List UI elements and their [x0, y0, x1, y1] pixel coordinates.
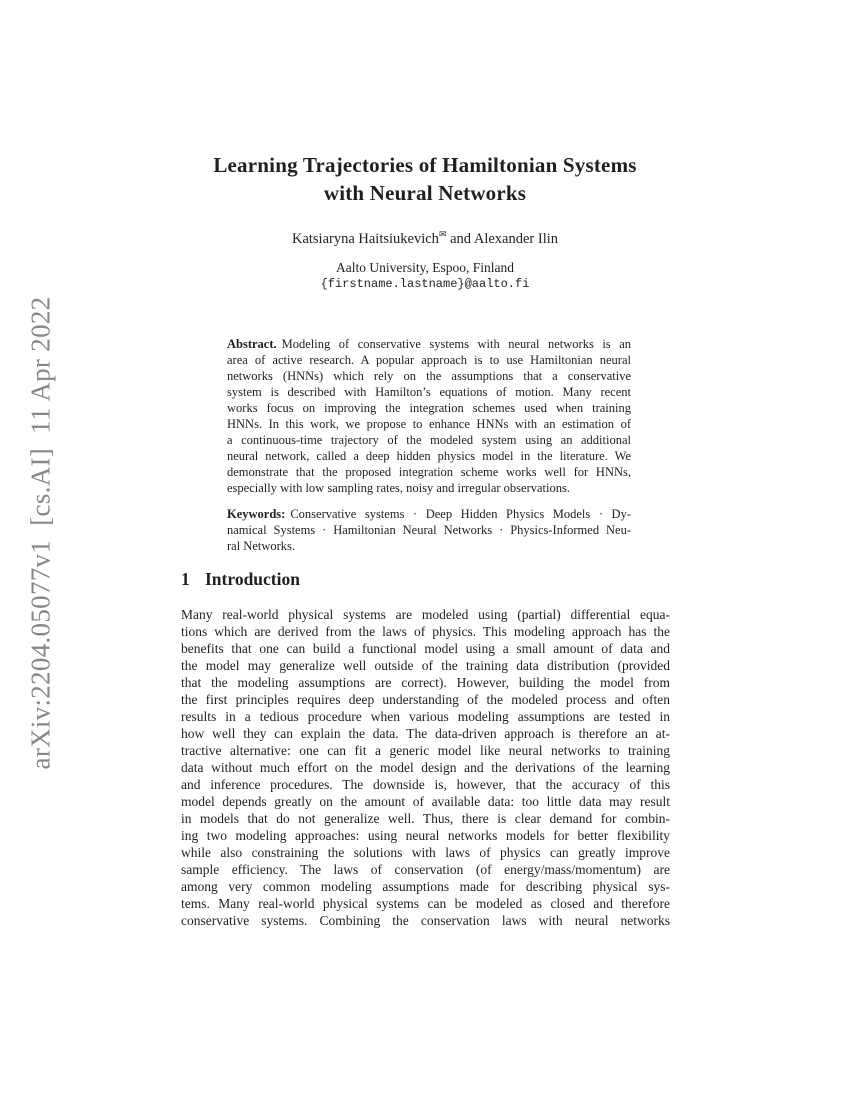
intro-line: how well they can explain the data. The data-driven approach is therefore an at- — [181, 726, 670, 741]
intro-line: tions which are derived from the laws of physics. This modeling approach has the — [181, 624, 670, 639]
paper-title — [0, 151, 850, 207]
intro-line: conservative systems. Combining the conservation laws with neural networks — [181, 913, 670, 928]
intro-line: data without much effort on the model design and the derivations of the learning — [181, 760, 670, 775]
intro-line: in models that do not generalize well. Thus, there is clear demand for combin- — [181, 811, 670, 826]
intro-line: among very common modeling assumptions made for describing physical sys- — [181, 879, 670, 894]
section-heading — [181, 569, 300, 590]
abstract-line: Abstract. Modeling of conservative systems with neural networks is an — [227, 337, 631, 351]
section-title: Introduction — [205, 569, 300, 589]
author-2: and Alexander Ilin — [446, 231, 559, 247]
keywords-line: ral Networks. — [227, 539, 296, 553]
abstract-label: Abstract. — [227, 337, 277, 351]
abstract-line: system is described with Hamilton’s equations of motion. Many recent — [227, 385, 631, 399]
intro-line: model depends greatly on the amount of available data: too little data may result — [181, 794, 670, 809]
keywords-line: Keywords: Conservative systems · Deep Hidden Physics Models · Dy- — [227, 507, 631, 521]
abstract-line: neural network, called a deep hidden physics model in the literature. We — [227, 449, 631, 463]
abstract-line: area of active research. A popular approach is to use Hamiltonian neural — [227, 353, 631, 367]
keywords-line: namical Systems · Hamiltonian Neural Networks · Physics-Informed Neu- — [227, 523, 631, 537]
envelope-icon: ✉ — [438, 229, 447, 239]
keywords-block — [227, 506, 631, 554]
section-number: 1 — [181, 569, 190, 589]
intro-line: Many real-world physical systems are modeled using (partial) differential equa- — [181, 607, 670, 622]
intro-line: ing two modeling approaches: using neural networks models for better flexibility — [181, 828, 670, 843]
abstract-line: especially with low sampling rates, noisy and irregular observations. — [227, 481, 570, 495]
introduction-paragraph — [181, 606, 670, 929]
authors-line — [0, 231, 850, 248]
intro-line: the first principles requires deep understanding of the modeled process and often — [181, 692, 670, 707]
intro-line: benefits that one can build a functional model using a small amount of data and — [181, 641, 670, 656]
abstract-line: works focus on improving the integration schemes used when training — [227, 401, 631, 415]
intro-line: that the modeling assumptions are correct). However, building the model from — [181, 675, 670, 690]
email-address: {firstname.lastname}@aalto.fi — [320, 277, 530, 291]
intro-line: sample efficiency. The laws of conservation (of energy/mass/momentum) are — [181, 862, 670, 877]
intro-line: tems. Many real-world physical systems can be modeled as closed and therefore — [181, 896, 670, 911]
abstract-block — [227, 336, 631, 496]
intro-line: tractive alternative: one can fit a generic model like neural networks to training — [181, 743, 670, 758]
author-1: Katsiaryna Haitsiukevich — [291, 231, 439, 247]
abstract-line: a continuous-time trajectory of the modeled system using an additional — [227, 433, 631, 447]
keywords-label: Keywords: — [227, 507, 286, 521]
abstract-line: networks (HNNs) which rely on the assumptions that a conservative — [227, 369, 631, 383]
affiliation: Aalto University, Espoo, Finland — [336, 260, 514, 275]
abstract-line: demonstrate that the proposed integration scheme works well for HNNs, — [227, 465, 631, 479]
title-line-2: with Neural Networks — [323, 181, 527, 205]
intro-line: while also constraining the solutions with laws of physics can greatly improve — [181, 845, 670, 860]
intro-line: results in a tedious procedure when various modeling assumptions are tested in — [181, 709, 670, 724]
abstract-line: HNNs. In this work, we propose to enhance HNNs with an estimation of — [227, 417, 631, 431]
arxiv-stamp: arXiv:2204.05077v1 [cs.AI] 11 Apr 2022 — [25, 296, 56, 770]
intro-line: and inference procedures. The downside is, however, that the accuracy of this — [181, 777, 670, 792]
intro-line: the model may generalize well outside of the training data distribution (provided — [181, 658, 670, 673]
title-line-1: Learning Trajectories of Hamiltonian Systems — [213, 153, 637, 177]
